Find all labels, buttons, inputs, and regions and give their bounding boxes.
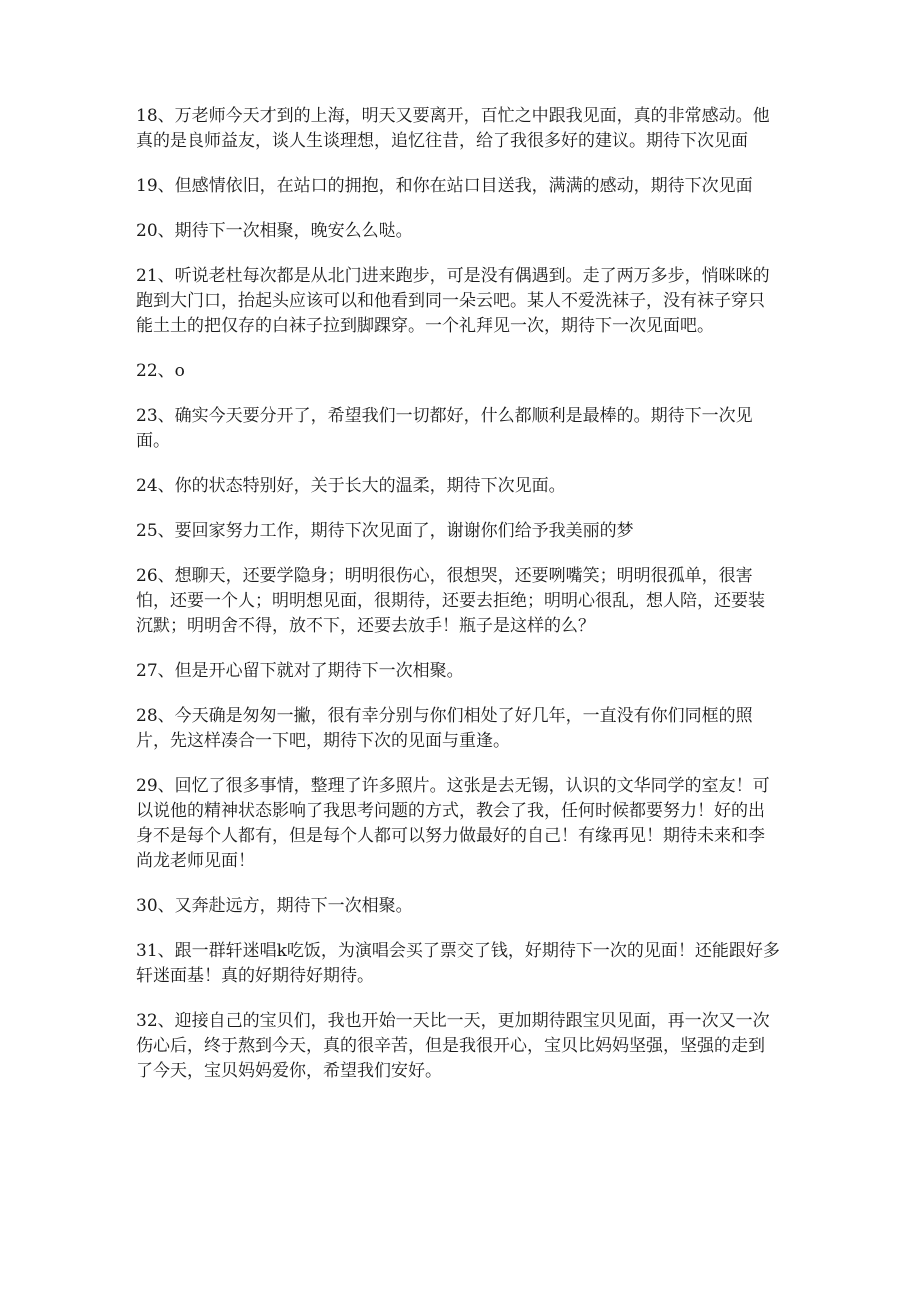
entry-24: 24、你的状态特别好，关于长大的温柔，期待下次见面。 <box>136 476 566 496</box>
entry-31: 31、跟一群轩迷唱k吃饭，为演唱会买了票交了钱，好期待下一次的见面！还能跟好多轩迷面基！真的好期待好期待。 <box>136 941 780 986</box>
entry-22: 22、o <box>136 361 185 381</box>
entry-26: 26、想聊天，还要学隐身；明明很伤心，很想哭，还要咧嘴笑；明明很孤单，很害怕，还要一个人；明明想见面，很期待，还要去拒绝；明明心很乱，想人陪，还要装沉默；明明舍不得，放不下，还要去放手！瓶子是这样的么？ <box>136 566 765 636</box>
entry-23: 23、确实今天要分开了，希望我们一切都好，什么都顺利是最棒的。期待下一次见面。 <box>136 406 753 451</box>
entry-29: 29、回忆了很多事情，整理了许多照片。这张是去无锡，认识的文华同学的室友！可以说他的精神状态影响了我思考问题的方式，教会了我，任何时候都要努力！好的出身不是每个人都有，但是每个人都可以努力做最好的自己！有缘再见！期待未来和李尚龙老师见面！ <box>136 776 770 871</box>
entry-21: 21、听说老杜每次都是从北门进来跑步，可是没有偶遇到。走了两万多步，悄咪咪的跑到大门口，抬起头应该可以和他看到同一朵云吧。某人不爱洗袜子，没有袜子穿只能土土的把仅存的白袜子拉到脚踝穿。一个礼拜见一次，期待下一次见面吧。 <box>136 266 770 336</box>
entry-32: 32、迎接自己的宝贝们，我也开始一天比一天，更加期待跟宝贝见面，再一次又一次伤心后，终于熬到今天，真的很辛苦，但是我很开心，宝贝比妈妈坚强，坚强的走到了今天，宝贝妈妈爱你，希望我们安好。 <box>136 1011 770 1081</box>
entry-27: 27、但是开心留下就对了期待下一次相聚。 <box>136 661 464 681</box>
entry-18: 18、万老师今天才到的上海，明天又要离开，百忙之中跟我见面，真的非常感动。他真的是良师益友，谈人生谈理想，追忆往昔，给了我很多好的建议。期待下次见面 <box>136 106 770 151</box>
entry-28: 28、今天确是匆匆一撇，很有幸分别与你们相处了好几年，一直没有你们同框的照片，先这样凑合一下吧，期待下次的见面与重逢。 <box>136 706 753 751</box>
entry-20: 20、期待下一次相聚，晚安么么哒。 <box>136 221 413 241</box>
entry-19: 19、但感情依旧，在站口的拥抱，和你在站口目送我，满满的感动，期待下次见面 <box>136 176 753 196</box>
entry-30: 30、又奔赴远方，期待下一次相聚。 <box>136 896 413 916</box>
entry-25: 25、要回家努力工作，期待下次见面了，谢谢你们给予我美丽的梦 <box>136 521 634 541</box>
